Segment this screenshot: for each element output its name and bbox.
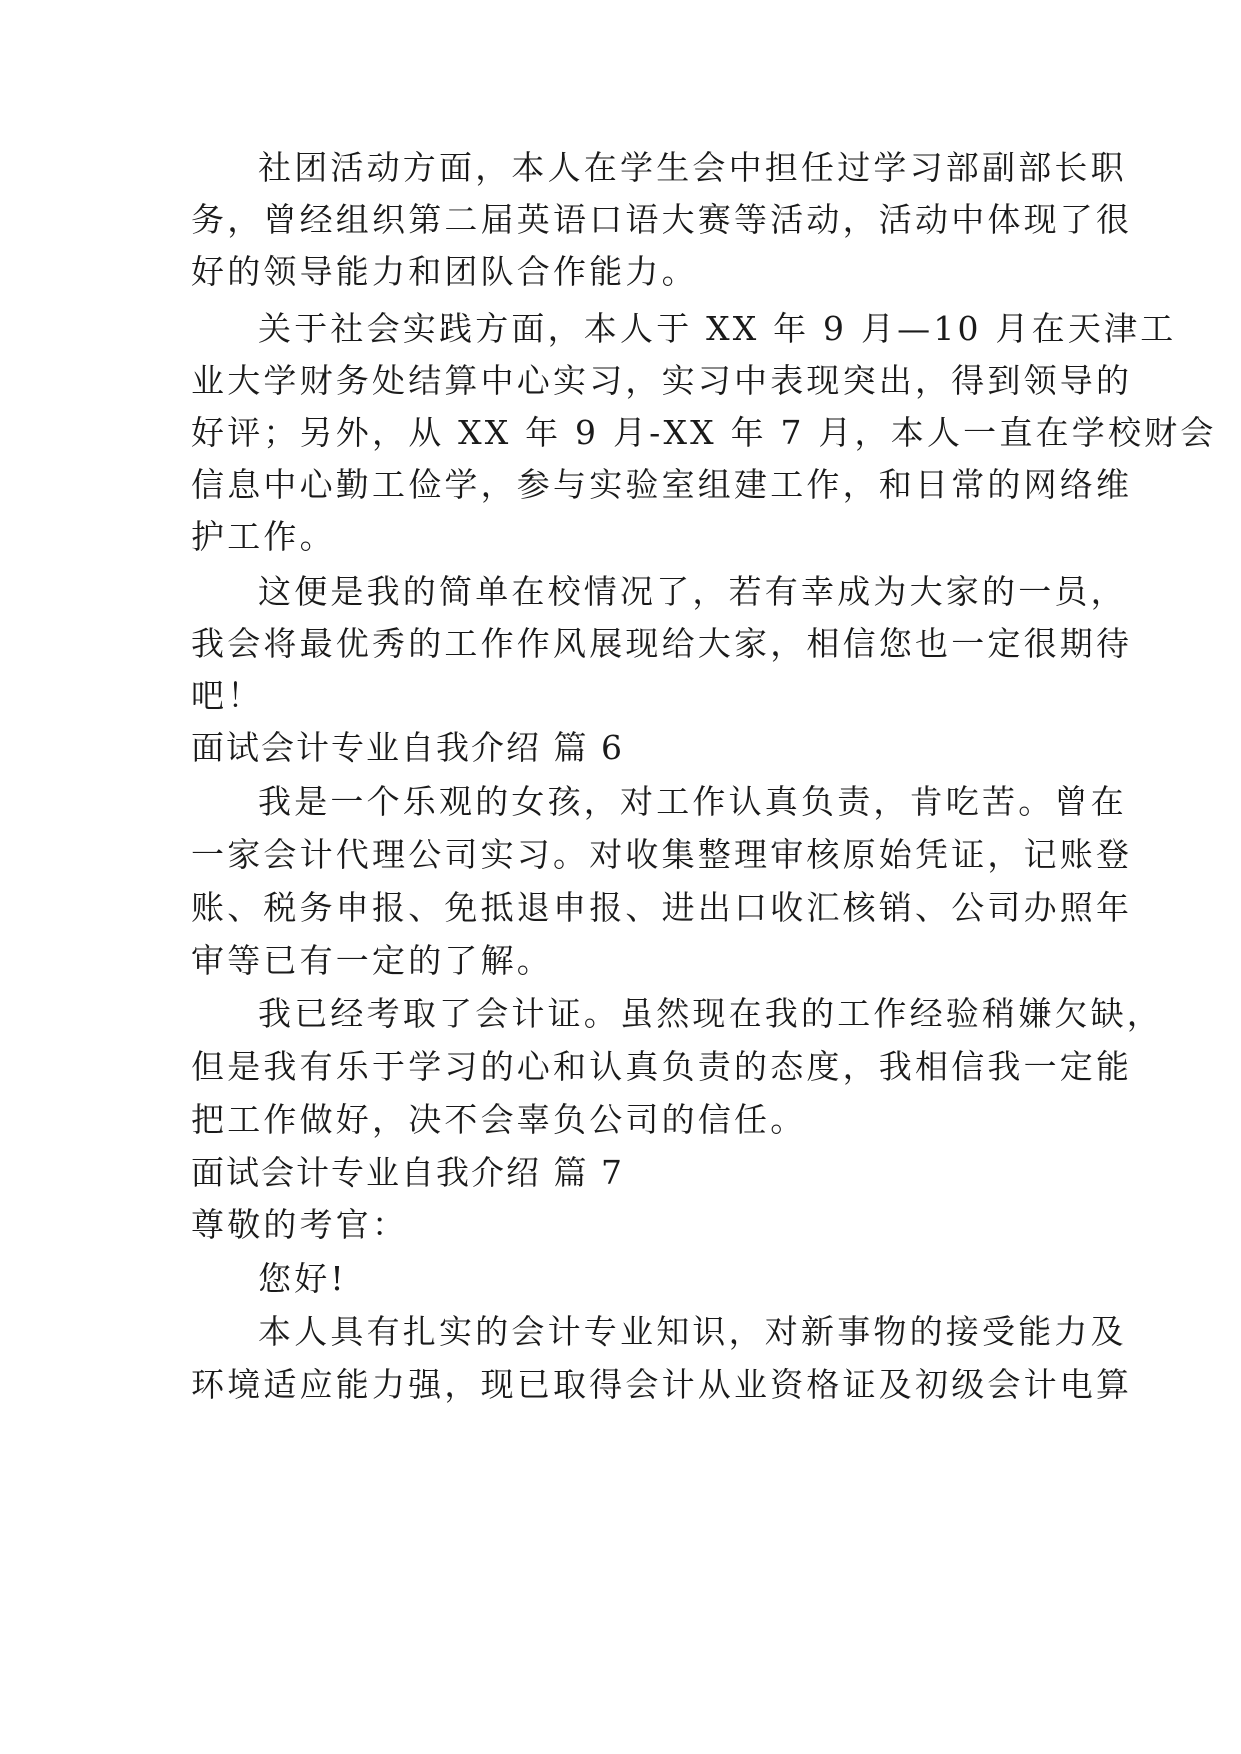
salutation: 尊敬的考官：: [191, 1205, 409, 1244]
paragraph-line: 护工作。: [191, 517, 336, 556]
paragraph-line: 我会将最优秀的工作作风展现给大家，相信您也一定很期待: [191, 624, 1133, 663]
paragraph-line: 一家会计代理公司实习。对收集整理审核原始凭证，记账登: [191, 835, 1133, 874]
paragraph-line: 关于社会实践方面，本人于 XX 年 9 月—10 月在天津工: [258, 309, 1177, 348]
paragraph-line: 审等已有一定的了解。: [191, 941, 553, 980]
paragraph-line: 我已经考取了会计证。虽然现在我的工作经验稍嫌欠缺，: [258, 994, 1163, 1033]
paragraph-line: 社团活动方面，本人在学生会中担任过学习部副部长职: [258, 148, 1127, 187]
paragraph-line: 本人具有扎实的会计专业知识，对新事物的接受能力及: [258, 1312, 1127, 1351]
section-heading: 面试会计专业自我介绍 篇 6: [191, 728, 624, 767]
paragraph-line: 环境适应能力强，现已取得会计从业资格证及初级会计电算: [191, 1365, 1133, 1404]
paragraph-line: 但是我有乐于学习的心和认真负责的态度，我相信我一定能: [191, 1047, 1133, 1086]
greeting: 您好!: [258, 1259, 347, 1298]
paragraph-line: 账、税务申报、免抵退申报、进出口收汇核销、公司办照年: [191, 888, 1133, 927]
paragraph-line: 这便是我的简单在校情况了，若有幸成为大家的一员，: [258, 572, 1127, 611]
paragraph-line: 我是一个乐观的女孩，对工作认真负责，肯吃苦。曾在: [258, 782, 1127, 821]
paragraph-line: 把工作做好，决不会辜负公司的信任。: [191, 1100, 807, 1139]
section-heading: 面试会计专业自我介绍 篇 7: [191, 1153, 624, 1192]
paragraph-line: 好的领导能力和团队合作能力。: [191, 252, 698, 291]
paragraph-line: 好评；另外，从 XX 年 9 月-XX 年 7 月，本人一直在学校财会: [191, 413, 1217, 452]
paragraph-line: 业大学财务处结算中心实习，实习中表现突出，得到领导的: [191, 361, 1133, 400]
paragraph-line: 信息中心勤工俭学，参与实验室组建工作，和日常的网络维: [191, 465, 1133, 504]
paragraph-line: 务，曾经组织第二届英语口语大赛等活动，活动中体现了很: [191, 200, 1133, 239]
paragraph-line: 吧！: [191, 676, 264, 715]
